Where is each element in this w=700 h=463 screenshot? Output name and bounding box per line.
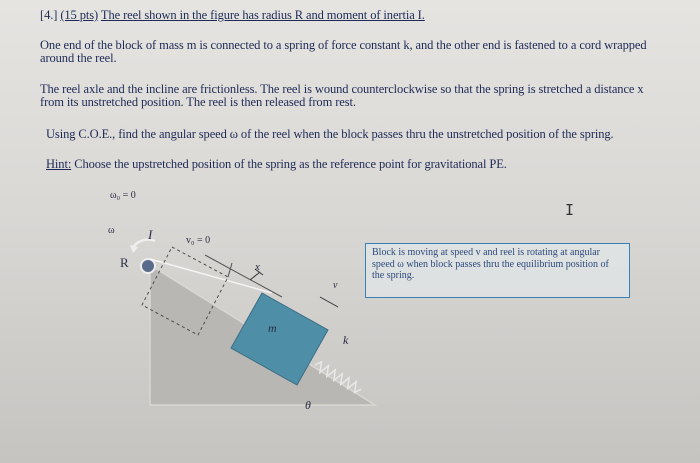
v-label: v	[333, 280, 338, 291]
mass-label: m	[268, 321, 277, 335]
initial-speed-label: v₀ = 0	[186, 235, 211, 246]
angle-label: θ	[305, 398, 311, 412]
figure-drawing	[0, 185, 700, 463]
problem-intro: The reel shown in the figure has radius R and moment of inertia I.	[100, 8, 425, 22]
paragraph-spring: One end of the block of mass m is connected to a spring of force constant k, and the other end is fastened to a cord wrapped around the reel.	[40, 38, 647, 65]
question-text: Using C.O.E., find the angular speed ω of the reel when the block passes thru the unstretched position of the spring.	[46, 127, 614, 141]
paragraph-reel: The reel axle and the incline are frictionless. The reel is wound counterclockwise so that the spring is stretched a distance x from its unstretched position. The reel is then released from rest.	[40, 82, 644, 109]
x-label: x	[255, 261, 260, 273]
reel-figure	[0, 185, 700, 463]
problem-points: (15 pts)	[60, 8, 99, 22]
moment-of-inertia-label: I	[148, 227, 153, 242]
omega-initial-label: ω₀ = 0	[110, 190, 136, 201]
v-arrow	[320, 297, 338, 307]
text-cursor-icon: I	[565, 201, 575, 219]
radius-label: R	[120, 255, 129, 270]
hint-label: Hint:	[46, 157, 72, 171]
omega-label: ω	[108, 225, 115, 236]
rotation-arrow-head	[130, 245, 138, 253]
problem-header	[40, 8, 425, 23]
x-arrow	[205, 255, 282, 297]
problem-number: [4.]	[40, 8, 58, 22]
hint-text: Choose the upstretched position of the spring as the reference point for gravitational PE.	[74, 157, 507, 171]
callout-box: Block is moving at speed v and reel is rotating at angular speed ω when block passes thru the equilibrium position of the spring.	[365, 243, 630, 298]
spring-constant-label: k	[343, 333, 349, 347]
initial-block-marker	[228, 263, 232, 277]
reel-circle	[141, 259, 155, 273]
hint-line	[46, 157, 507, 172]
